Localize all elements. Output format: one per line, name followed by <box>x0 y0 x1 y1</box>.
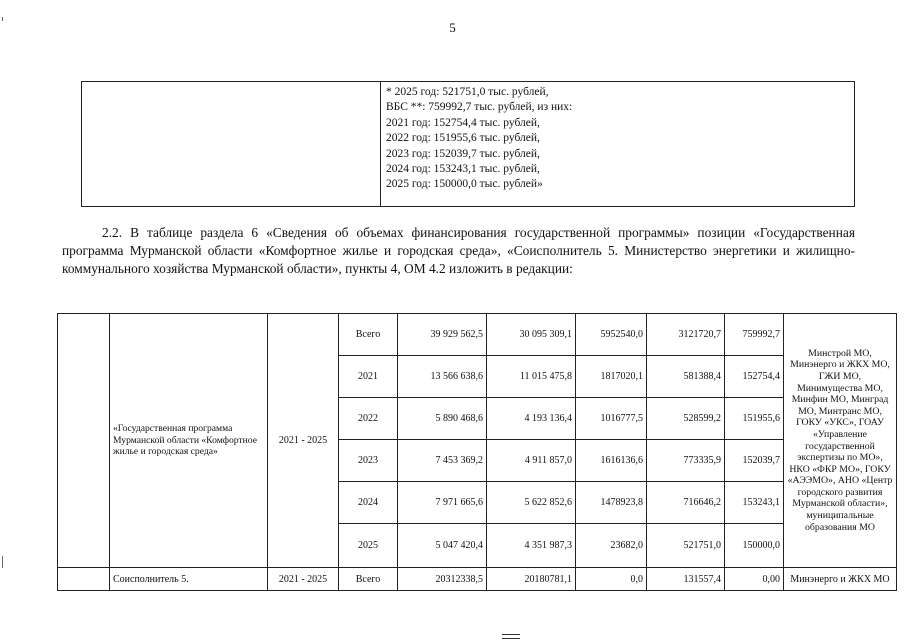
value-cell: 20180781,1 <box>487 568 576 591</box>
value-cell: 23682,0 <box>576 524 647 568</box>
value-cell: 4 193 136,4 <box>487 398 576 440</box>
year-cell: 2024 <box>339 482 398 524</box>
value-cell: 521751,0 <box>647 524 725 568</box>
value-cell: 5952540,0 <box>576 314 647 356</box>
scan-mark <box>502 634 520 639</box>
period-cell: 2021 - 2025 <box>268 568 339 591</box>
funding-line: 2024 год: 153243,1 тыс. рублей, <box>386 163 540 176</box>
program-name-cell: «Государственная программа Мурманской области «Комфортное жилье и городская среда» <box>110 314 268 568</box>
value-cell: 5 047 420,4 <box>398 524 487 568</box>
year-cell: 2025 <box>339 524 398 568</box>
value-cell: 0,0 <box>576 568 647 591</box>
period-cell: 2021 - 2025 <box>268 314 339 568</box>
value-cell: 4 351 987,3 <box>487 524 576 568</box>
value-cell: 30 095 309,1 <box>487 314 576 356</box>
table-divider <box>380 82 381 206</box>
co-executor-name: Минэнерго и ЖКХ МО <box>784 568 897 591</box>
funding-line: 2022 год: 151955,6 тыс. рублей, <box>386 132 540 145</box>
page-number: 5 <box>449 20 456 35</box>
value-cell: 581388,4 <box>647 356 725 398</box>
value-cell: 131557,4 <box>647 568 725 591</box>
value-cell: 152754,4 <box>725 356 784 398</box>
value-cell: 1616136,6 <box>576 440 647 482</box>
value-cell: 153243,1 <box>725 482 784 524</box>
value-cell: 773335,9 <box>647 440 725 482</box>
funding-lines <box>386 85 572 193</box>
year-cell: Всего <box>339 568 398 591</box>
funding-line: ВБС **: 759992,7 тыс. рублей, из них: <box>386 101 573 114</box>
value-cell: 39 929 562,5 <box>398 314 487 356</box>
value-cell: 5 890 468,6 <box>398 398 487 440</box>
amendment-paragraph: 2.2. В таблице раздела 6 «Сведения об объемах финансирования государственной программы» позиции «Государственная программа Мурманской области «Комфортное жилье и городская среда», «Соисполнитель 5. Министерство энергетики и жилищно-коммунального хозяйства Мурманской области», пункты 4, ОМ 4.2 изложить в редакции: <box>62 225 855 277</box>
empty-cell <box>58 314 110 568</box>
continuation-table <box>81 81 855 207</box>
value-cell: 5 622 852,6 <box>487 482 576 524</box>
value-cell: 759992,7 <box>725 314 784 356</box>
year-cell: Всего <box>339 314 398 356</box>
value-cell: 1016777,5 <box>576 398 647 440</box>
scan-mark <box>2 556 3 568</box>
executors-cell: Минстрой МО, Минэнерго и ЖКХ МО, ГЖИ МО, Минимущества МО, Минфин МО, Минград МО, Минтранс МО, ГОКУ «УКС», ГОАУ «Управление государственной экспертизы по МО», НКО «ФКР МО», ГОКУ «АЭЭМО», АНО «Центр городского развития Мурманской области», муниципальные образования МО <box>784 314 897 568</box>
funding-line: 2021 год: 152754,4 тыс. рублей, <box>386 116 540 129</box>
co-executor-label: Соисполнитель 5. <box>110 568 268 591</box>
funding-line: 2025 год: 150000,0 тыс. рублей» <box>386 178 543 191</box>
year-cell: 2023 <box>339 440 398 482</box>
value-cell: 528599,2 <box>647 398 725 440</box>
year-cell: 2021 <box>339 356 398 398</box>
value-cell: 13 566 638,6 <box>398 356 487 398</box>
value-cell: 0,00 <box>725 568 784 591</box>
year-cell: 2022 <box>339 398 398 440</box>
table-row <box>58 314 897 356</box>
value-cell: 4 911 857,0 <box>487 440 576 482</box>
value-cell: 151955,6 <box>725 398 784 440</box>
value-cell: 152039,7 <box>725 440 784 482</box>
value-cell: 7 971 665,6 <box>398 482 487 524</box>
funding-line: * 2025 год: 521751,0 тыс. рублей, <box>386 86 549 98</box>
value-cell: 11 015 475,8 <box>487 356 576 398</box>
value-cell: 1817020,1 <box>576 356 647 398</box>
empty-cell <box>58 568 110 591</box>
value-cell: 716646,2 <box>647 482 725 524</box>
value-cell: 20312338,5 <box>398 568 487 591</box>
funding-line: 2023 год: 152039,7 тыс. рублей, <box>386 147 540 160</box>
co-executor-row <box>58 568 897 591</box>
value-cell: 150000,0 <box>725 524 784 568</box>
financing-table <box>57 313 897 591</box>
value-cell: 3121720,7 <box>647 314 725 356</box>
value-cell: 7 453 369,2 <box>398 440 487 482</box>
scan-mark <box>2 17 3 21</box>
value-cell: 1478923,8 <box>576 482 647 524</box>
